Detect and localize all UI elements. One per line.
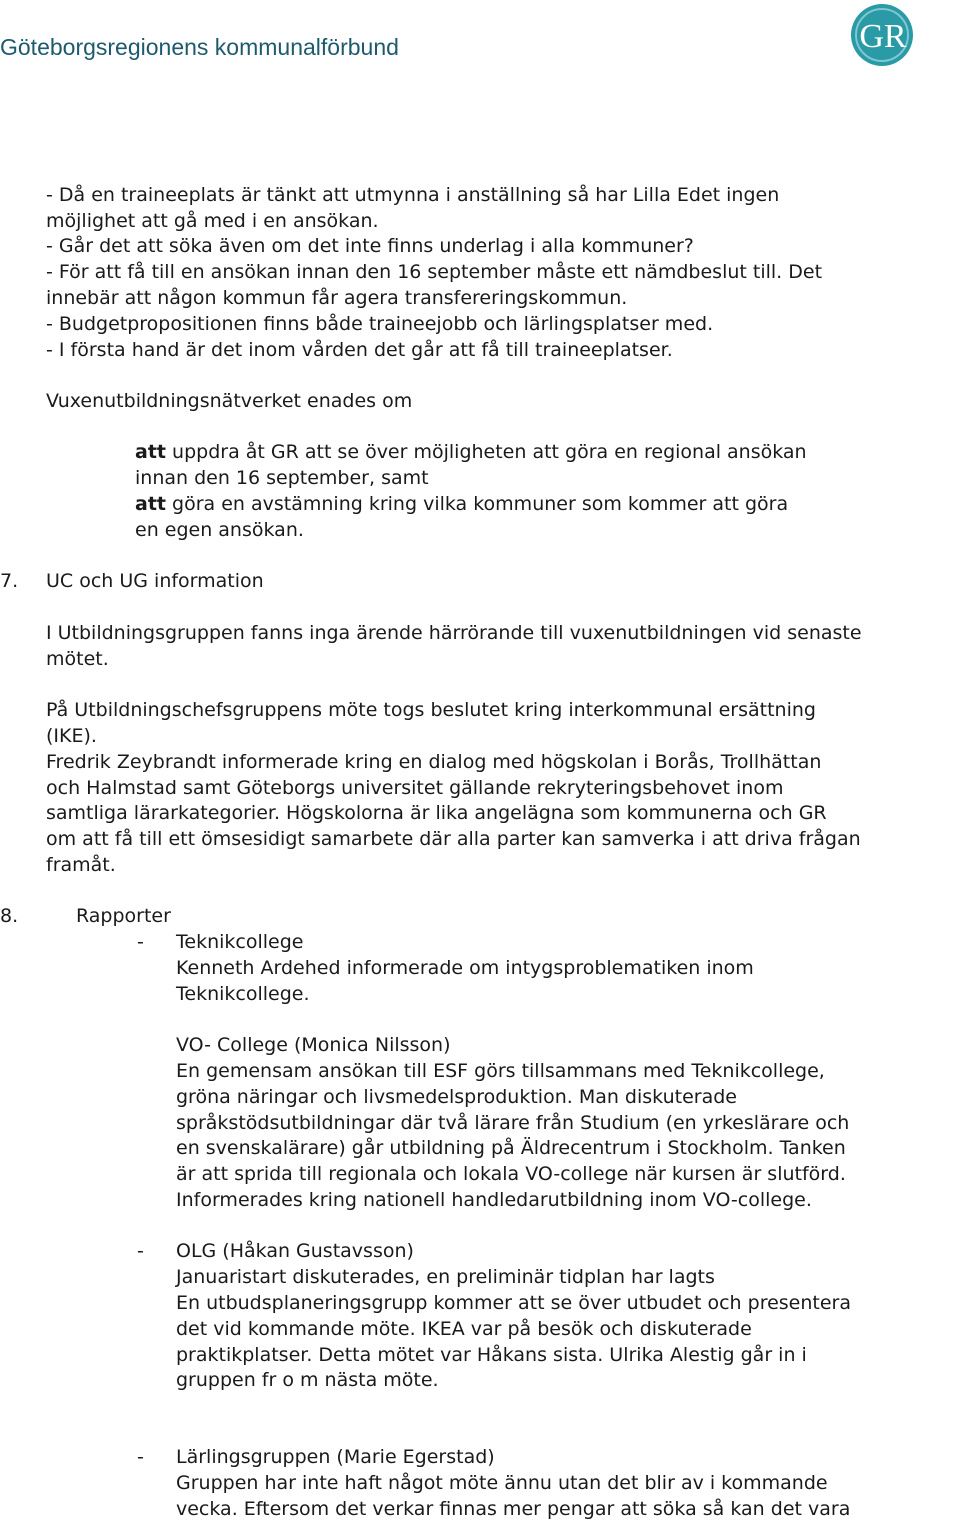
section-number: 8. <box>0 905 19 927</box>
paragraph-line: samtliga lärarkategorier. Högskolorna är lika angelägna som kommunerna och GR <box>46 802 827 824</box>
report-heading: VO- College (Monica Nilsson) <box>176 1034 451 1056</box>
paragraph-line: framåt. <box>46 854 116 876</box>
report-text: en svenskalärare) går utbildning på Äldrecentrum i Stockholm. Tanken <box>176 1137 846 1159</box>
bullet-dash: - <box>137 931 144 953</box>
report-heading: OLG (Håkan Gustavsson) <box>176 1240 414 1262</box>
list-item: - I första hand är det inom vården det går att få till traineeplatser. <box>46 339 673 361</box>
logo-text: GR <box>859 18 907 55</box>
list-item: - Går det att söka även om det inte finns underlag i alla kommuner? <box>46 235 694 257</box>
report-text: vecka. Eftersom det verkar finnas mer pengar att söka så kan det vara <box>176 1498 851 1520</box>
decision-text: göra en avstämning kring vilka kommuner som kommer att göra <box>166 493 789 515</box>
decision-text: uppdra åt GR att se över möjligheten att göra en regional ansökan <box>166 441 807 463</box>
report-text: gröna näringar och livsmedelsproduktion. Man diskuterade <box>176 1086 737 1108</box>
org-name: Göteborgsregionens kommunalförbund <box>0 34 399 60</box>
list-item: - Budgetpropositionen finns både traineejobb och lärlingsplatser med. <box>46 313 714 335</box>
report-text: En gemensam ansökan till ESF görs tillsammans med Teknikcollege, <box>176 1060 825 1082</box>
report-heading: Teknikcollege <box>176 931 304 953</box>
list-item: möjlighet att gå med i en ansökan. <box>46 210 379 232</box>
report-text: Informerades kring nationell handledarutbildning inom VO-college. <box>176 1189 812 1211</box>
bullet-dash: - <box>137 1446 144 1468</box>
report-text: Kenneth Ardehed informerade om intygsproblematiken inom <box>176 957 754 979</box>
section-title: UC och UG information <box>46 570 264 592</box>
section-number: 7. <box>0 570 19 592</box>
list-item: - För att få till en ansökan innan den 16 september måste ett nämdbeslut till. Det <box>46 261 823 283</box>
report-heading: Lärlingsgruppen (Marie Egerstad) <box>176 1446 495 1468</box>
bullet-dash: - <box>137 1240 144 1262</box>
report-text: gruppen fr o m nästa möte. <box>176 1369 439 1391</box>
report-text: det vid kommande möte. IKEA var på besök och diskuterade <box>176 1318 752 1340</box>
decision-item <box>135 439 807 465</box>
paragraph-line: om att få till ett ömsesidigt samarbete där alla parter kan samverka i att driva frågan <box>46 828 861 850</box>
paragraph-line: mötet. <box>46 648 109 670</box>
section-title: Rapporter <box>76 905 171 927</box>
att-keyword: att <box>135 441 166 463</box>
report-text: Gruppen har inte haft något möte ännu utan det blir av i kommande <box>176 1472 828 1494</box>
report-text: Teknikcollege. <box>176 983 310 1005</box>
decision-text: innan den 16 september, samt <box>135 467 429 489</box>
list-item: - Då en traineeplats är tänkt att utmynna i anställning så har Lilla Edet ingen <box>46 184 780 206</box>
report-text: är att sprida till regionala och lokala VO-college när kursen är slutförd. <box>176 1163 846 1185</box>
decision-heading: Vuxenutbildningsnätverket enades om <box>46 390 413 412</box>
gr-logo <box>848 2 922 68</box>
report-text: praktikplatser. Detta mötet var Håkans sista. Ulrika Alestig går in i <box>176 1344 807 1366</box>
report-text: språkstödsutbildningar där två lärare från Studium (en yrkeslärare och <box>176 1112 850 1134</box>
paragraph-line: (IKE). <box>46 725 97 747</box>
paragraph-line: I Utbildningsgruppen fanns inga ärende härrörande till vuxenutbildningen vid senaste <box>46 622 862 644</box>
decision-item <box>135 491 788 517</box>
paragraph-line: Fredrik Zeybrandt informerade kring en dialog med högskolan i Borås, Trollhättan <box>46 751 822 773</box>
att-keyword: att <box>135 493 166 515</box>
paragraph-line: och Halmstad samt Göteborgs universitet gällande rekryteringsbehovet inom <box>46 777 784 799</box>
report-text: Januaristart diskuterades, en preliminär tidplan har lagts <box>176 1266 715 1288</box>
report-text: En utbudsplaneringsgrupp kommer att se över utbudet och presentera <box>176 1292 852 1314</box>
list-item: innebär att någon kommun får agera transfereringskommun. <box>46 287 628 309</box>
paragraph-line: På Utbildningschefsgruppens möte togs beslutet kring interkommunal ersättning <box>46 699 816 721</box>
decision-text: en egen ansökan. <box>135 519 304 541</box>
